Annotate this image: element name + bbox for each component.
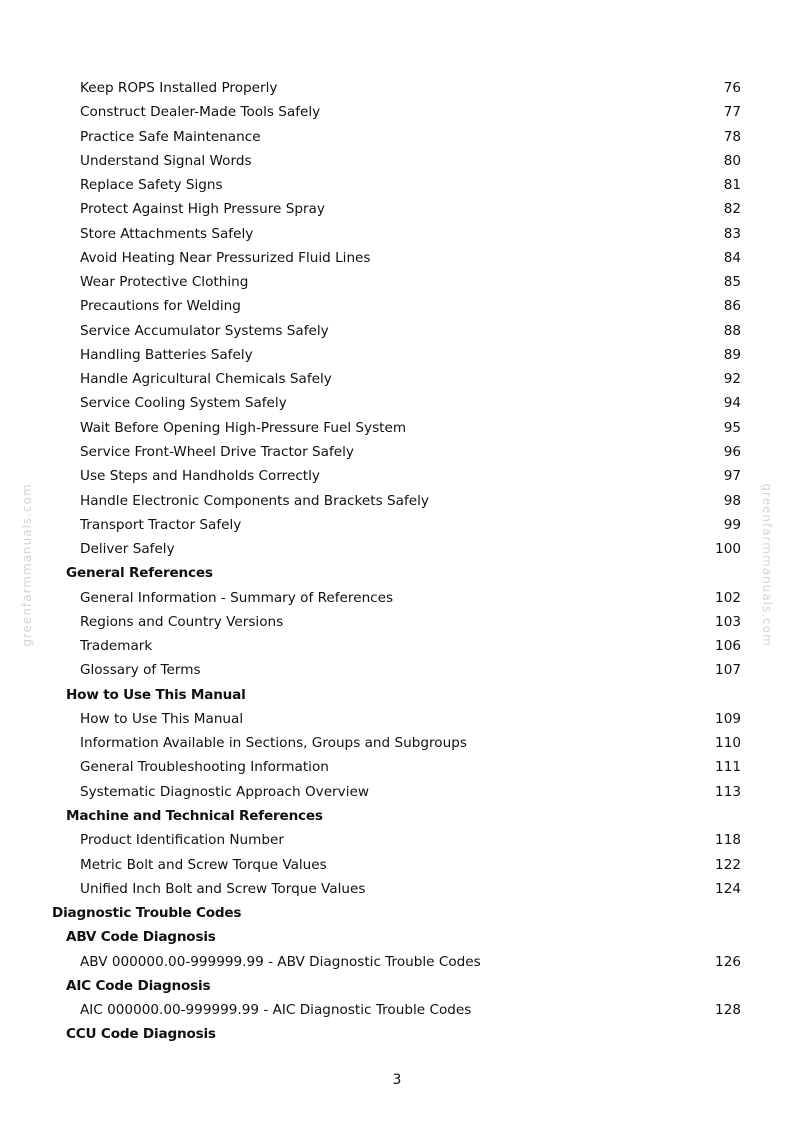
- toc-entry[interactable]: [0, 586, 794, 610]
- toc-entry-page: 100: [715, 541, 741, 558]
- toc-entry-page: 80: [723, 152, 741, 169]
- toc-entry-title: Precautions for Welding: [80, 298, 241, 315]
- toc-heading[interactable]: [0, 804, 794, 828]
- toc-entry-title: AIC 000000.00-999999.99 - AIC Diagnostic Trouble Codes: [80, 1002, 472, 1019]
- toc-entry-page: 89: [723, 346, 741, 363]
- toc-entry[interactable]: [0, 877, 794, 901]
- toc-entry[interactable]: [0, 149, 794, 173]
- toc-entry[interactable]: [0, 658, 794, 682]
- toc-entry[interactable]: [0, 343, 794, 367]
- toc-heading[interactable]: [0, 1022, 794, 1046]
- toc-entry-title: Avoid Heating Near Pressurized Fluid Lines: [80, 249, 371, 266]
- toc-entry-page: 98: [723, 492, 741, 509]
- toc-entry-page: 83: [723, 225, 741, 242]
- toc-entry-page: 110: [715, 735, 741, 752]
- toc-entry[interactable]: [0, 173, 794, 197]
- toc-entry-title: Systematic Diagnostic Approach Overview: [80, 783, 369, 800]
- toc-entry-title: Practice Safe Maintenance: [80, 128, 261, 145]
- toc-entry-page: 109: [715, 710, 741, 727]
- toc-entry-page: 103: [715, 613, 741, 630]
- toc-entry-page: 118: [715, 832, 741, 849]
- toc-entry-title: General References: [66, 565, 213, 582]
- toc-entry-page: 85: [723, 274, 741, 291]
- toc-entry-page: 77: [723, 104, 741, 121]
- watermark-left: greenfarmmanuals.com: [20, 483, 34, 647]
- toc-entry-page: 94: [723, 395, 741, 412]
- toc-entry-title: Service Accumulator Systems Safely: [80, 322, 329, 339]
- toc-entry-page: 99: [723, 516, 741, 533]
- toc-entry-title: How to Use This Manual: [80, 710, 244, 727]
- toc-entry-page: 84: [723, 249, 741, 266]
- toc-entry-title: Protect Against High Pressure Spray: [80, 201, 325, 218]
- toc-entry-page: 102: [715, 589, 741, 606]
- toc-heading[interactable]: [0, 683, 794, 707]
- toc-entry[interactable]: [0, 416, 794, 440]
- toc-entry-page: 95: [723, 419, 741, 436]
- toc-entry-page: 128: [715, 1002, 741, 1019]
- toc-entry[interactable]: [0, 76, 794, 100]
- toc-entry-page: 106: [715, 638, 741, 655]
- toc-entry[interactable]: [0, 998, 794, 1022]
- toc-entry-title: Replace Safety Signs: [80, 177, 223, 194]
- toc-entry-page: 107: [715, 662, 741, 679]
- toc-entry[interactable]: [0, 513, 794, 537]
- toc-entry[interactable]: [0, 222, 794, 246]
- toc-entry[interactable]: [0, 731, 794, 755]
- toc-entry[interactable]: [0, 780, 794, 804]
- toc-entry-title: General Troubleshooting Information: [80, 759, 329, 776]
- toc-entry-title: CCU Code Diagnosis: [66, 1026, 216, 1043]
- toc-entry-title: Construct Dealer-Made Tools Safely: [80, 104, 321, 121]
- toc-entry-title: Deliver Safely: [80, 541, 175, 558]
- toc-entry-title: General Information - Summary of References: [80, 589, 394, 606]
- toc-entry-title: Unified Inch Bolt and Screw Torque Values: [80, 880, 366, 897]
- toc-entry-title: Store Attachments Safely: [80, 225, 254, 242]
- toc-entry-page: 88: [723, 322, 741, 339]
- toc-entry[interactable]: [0, 755, 794, 779]
- watermark-right: greenfarmmanuals.com: [760, 483, 774, 647]
- toc-entry-title: How to Use This Manual: [66, 686, 246, 703]
- toc-entry-page: 78: [723, 128, 741, 145]
- toc-entry-title: Handling Batteries Safely: [80, 346, 253, 363]
- toc-entry-title: ABV 000000.00-999999.99 - ABV Diagnostic Trouble Codes: [80, 953, 481, 970]
- toc-entry-title: Trademark: [80, 638, 153, 655]
- toc-entry[interactable]: [0, 391, 794, 415]
- toc-entry-page: 113: [715, 783, 741, 800]
- toc-entry-page: 122: [715, 856, 741, 873]
- toc-entry-title: ABV Code Diagnosis: [66, 929, 216, 946]
- toc-entry-page: 126: [715, 953, 741, 970]
- toc-entry-title: Wear Protective Clothing: [80, 274, 249, 291]
- toc-heading[interactable]: [0, 974, 794, 998]
- toc-heading[interactable]: [0, 901, 794, 925]
- toc-entry-title: Regions and Country Versions: [80, 613, 284, 630]
- toc-heading[interactable]: [0, 925, 794, 949]
- toc-entry[interactable]: [0, 125, 794, 149]
- toc-entry-title: Glossary of Terms: [80, 662, 201, 679]
- toc-entry[interactable]: [0, 294, 794, 318]
- toc-entry[interactable]: [0, 197, 794, 221]
- toc-entry-title: Handle Electronic Components and Brackets Safely: [80, 492, 429, 509]
- toc-entry[interactable]: [0, 610, 794, 634]
- toc-entry-title: Product Identification Number: [80, 832, 284, 849]
- toc-entry[interactable]: [0, 853, 794, 877]
- toc-entry[interactable]: [0, 828, 794, 852]
- toc-entry[interactable]: [0, 634, 794, 658]
- toc-entry-title: Metric Bolt and Screw Torque Values: [80, 856, 327, 873]
- toc-entry[interactable]: [0, 489, 794, 513]
- toc-entry-title: Diagnostic Trouble Codes: [52, 905, 242, 922]
- toc-entry[interactable]: [0, 319, 794, 343]
- toc-entry-page: 92: [723, 371, 741, 388]
- toc-entry-page: 82: [723, 201, 741, 218]
- toc-entry-title: Service Cooling System Safely: [80, 395, 287, 412]
- toc-entry-page: 81: [723, 177, 741, 194]
- toc-entry[interactable]: [0, 950, 794, 974]
- toc-entry-title: AIC Code Diagnosis: [66, 977, 211, 994]
- toc-entry-page: 97: [723, 468, 741, 485]
- toc-entry[interactable]: [0, 464, 794, 488]
- toc-entry[interactable]: [0, 246, 794, 270]
- toc-heading[interactable]: [0, 561, 794, 585]
- toc-entry[interactable]: [0, 367, 794, 391]
- toc-entry-title: Transport Tractor Safely: [80, 516, 242, 533]
- toc-entry-page: 86: [723, 298, 741, 315]
- toc-entry-title: Understand Signal Words: [80, 152, 252, 169]
- toc-entry-title: Information Available in Sections, Groups and Subgroups: [80, 735, 467, 752]
- toc-entry-title: Keep ROPS Installed Properly: [80, 80, 278, 96]
- toc-entry[interactable]: [0, 707, 794, 731]
- page-number: 3: [392, 1072, 402, 1088]
- toc-entry-page: 124: [715, 880, 741, 897]
- toc-entry[interactable]: [0, 537, 794, 561]
- toc-entry-title: Wait Before Opening High-Pressure Fuel System: [80, 419, 407, 436]
- toc-entry-title: Machine and Technical References: [66, 807, 323, 824]
- toc-entry[interactable]: [0, 100, 794, 124]
- toc-entry-page: 96: [723, 443, 741, 460]
- toc-entry-title: Service Front-Wheel Drive Tractor Safely: [80, 443, 354, 460]
- toc-entry[interactable]: [0, 440, 794, 464]
- toc-entry-page: 76: [723, 80, 741, 96]
- toc-entry-title: Handle Agricultural Chemicals Safely: [80, 371, 332, 388]
- toc-entry-title: Use Steps and Handholds Correctly: [80, 468, 320, 485]
- table-of-contents: [0, 76, 794, 1047]
- toc-entry[interactable]: [0, 270, 794, 294]
- toc-entry-page: 111: [715, 759, 741, 776]
